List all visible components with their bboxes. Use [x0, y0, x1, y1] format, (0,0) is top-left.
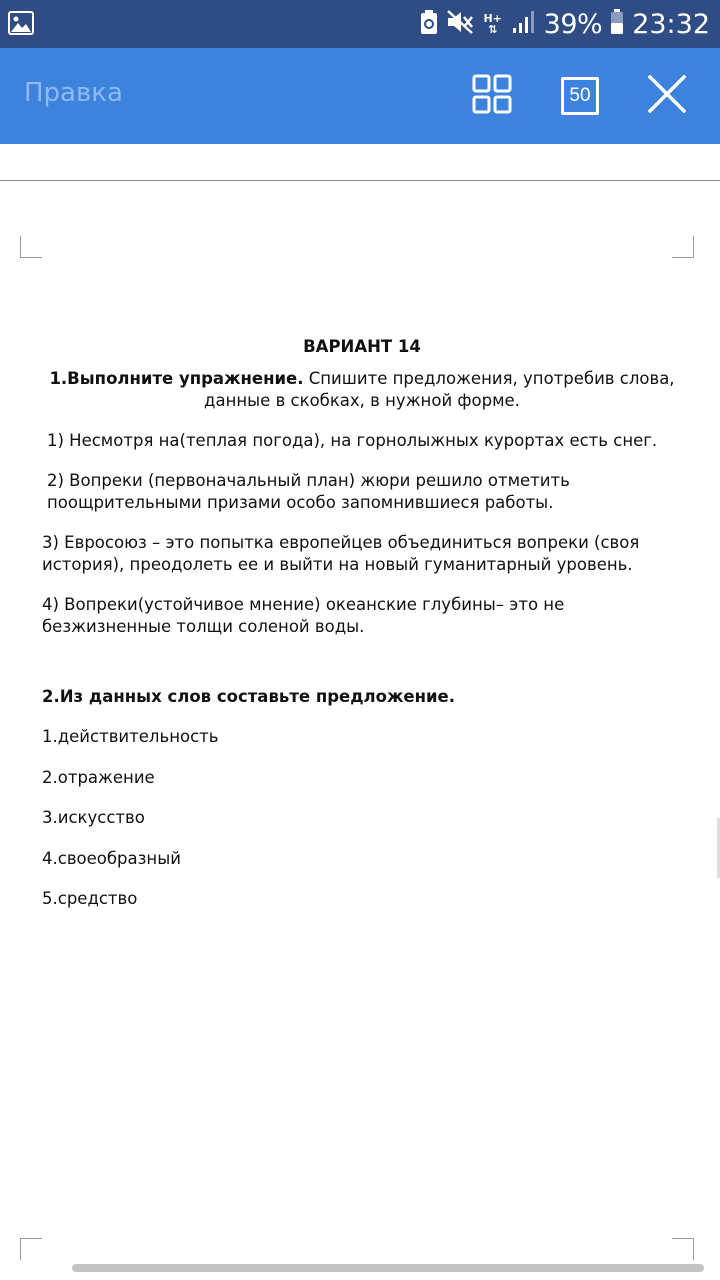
battery-icon: [610, 9, 624, 39]
page-corner-mark: [20, 236, 42, 258]
page-count: 50: [561, 77, 599, 115]
page-corner-mark: [20, 1238, 42, 1260]
exercise-item: 1) Несмотря на(теплая погода), на горнолыжных курортах есть снег.: [47, 431, 658, 450]
status-bar: [0, 0, 720, 48]
task2-heading: 2.Из данных слов составьте предложение.: [42, 687, 455, 706]
exercise-item: 4) Вопреки(устойчивое мнение) океанские глубины– это не безжизненные толщи соленой воды.: [42, 595, 565, 636]
word-item: 5.средство: [42, 889, 138, 908]
horizontal-scrollbar[interactable]: [72, 1264, 704, 1272]
variant-title: ВАРИАНТ 14: [303, 337, 421, 356]
document-page[interactable]: [42, 336, 682, 929]
word-item: 1.действительность: [42, 727, 219, 746]
page-count-button[interactable]: [556, 72, 604, 120]
exercise-item: 2) Вопреки (первоначальный план) жюри решило отметить поощрительными призами особо запомнившиеся работы.: [47, 471, 570, 512]
gallery-icon: [8, 11, 34, 35]
task1-heading: 1.Выполните упражнение.: [49, 369, 304, 388]
app-bar: [0, 48, 720, 144]
document-divider: [0, 180, 720, 181]
battery-percent: 39%: [543, 8, 603, 40]
word-item: 4.своеобразный: [42, 848, 181, 868]
grid-icon: [472, 74, 512, 118]
edit-button[interactable]: Правка: [24, 78, 123, 108]
task1-instruction: Спишите предложения, употребив слова, данные в скобках, в нужной форме.: [204, 369, 675, 410]
page-corner-mark: [672, 1238, 694, 1260]
task1: [42, 368, 682, 412]
mute-icon: [446, 9, 474, 39]
clock: 23:32: [632, 8, 710, 40]
word-item: 3.искусство: [42, 808, 145, 827]
word-item: 2.отражение: [42, 767, 155, 787]
grid-view-button[interactable]: [468, 72, 516, 120]
close-button[interactable]: [643, 72, 691, 120]
exercise-item: 3) Евросоюз – это попытка европейцев объединиться вопреки (своя история), преодолеть ее и выйти на новый гуманитарный уровень.: [42, 533, 640, 574]
page-corner-mark: [672, 236, 694, 258]
close-icon: [648, 75, 686, 117]
signal-icon: [512, 10, 536, 38]
network-type: H+ ⇅: [483, 12, 502, 36]
battery-saver-icon: [420, 9, 438, 39]
